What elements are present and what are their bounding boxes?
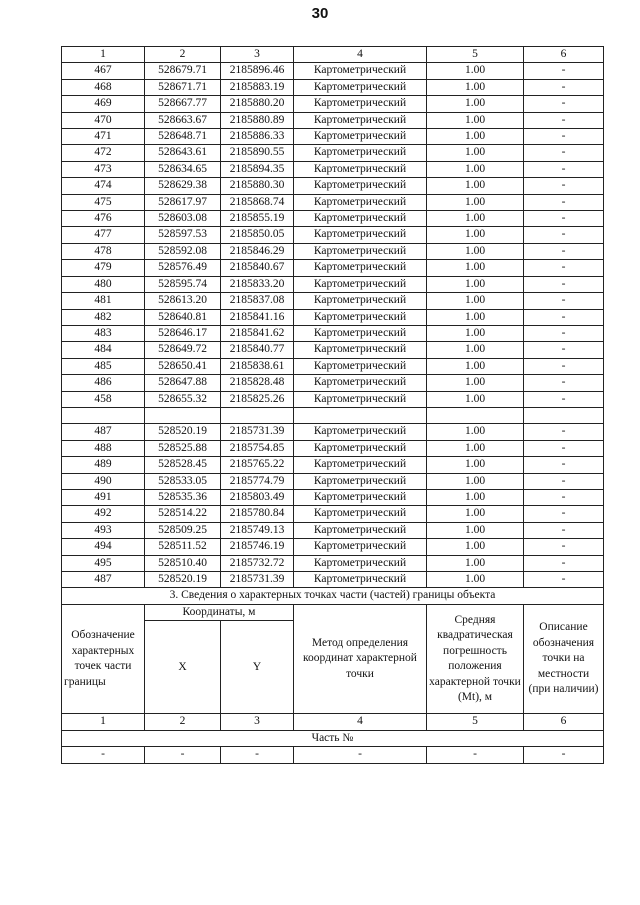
table-row <box>62 309 604 325</box>
table-cell: 528613.20 <box>145 293 221 309</box>
table-cell: Картометрический <box>294 309 427 325</box>
empty-cell <box>294 407 427 423</box>
header-point-designation: Обозначение характерных точек части границы <box>62 604 145 714</box>
header-coordinates: Координаты, м <box>145 604 294 621</box>
table-cell: - <box>524 276 604 292</box>
table-cell: Картометрический <box>294 539 427 555</box>
header-description: Описание обозначения точки на местности (при наличии) <box>524 604 604 714</box>
table-cell: - <box>524 260 604 276</box>
table-cell: 487 <box>62 571 145 587</box>
table-cell: 528646.17 <box>145 325 221 341</box>
page-number: 30 <box>311 5 329 22</box>
table-cell: Картометрический <box>294 276 427 292</box>
table-cell: 482 <box>62 309 145 325</box>
table-cell: 2185765.22 <box>221 457 294 473</box>
table-cell: 528520.19 <box>145 571 221 587</box>
table-cell: Картометрический <box>294 293 427 309</box>
table-cell: 528535.36 <box>145 489 221 505</box>
column-number: 4 <box>294 47 427 63</box>
table-cell: 1.00 <box>427 276 524 292</box>
table-row <box>62 227 604 243</box>
table-cell: - <box>524 309 604 325</box>
table-cell: 2185886.33 <box>221 129 294 145</box>
column-number: 2 <box>145 714 221 730</box>
table-cell: 528595.74 <box>145 276 221 292</box>
table-cell: 1.00 <box>427 309 524 325</box>
table-cell: Картометрический <box>294 112 427 128</box>
table-cell: - <box>524 178 604 194</box>
table-cell: 491 <box>62 489 145 505</box>
table-cell: 1.00 <box>427 293 524 309</box>
table-cell: - <box>524 96 604 112</box>
table-row <box>62 391 604 407</box>
table-cell: Картометрический <box>294 358 427 374</box>
table-cell: 1.00 <box>427 178 524 194</box>
blank-separator-row <box>62 407 604 423</box>
table-row <box>62 161 604 177</box>
table-cell: 2185896.46 <box>221 63 294 79</box>
coordinates-table <box>61 46 604 764</box>
table-row <box>62 63 604 79</box>
table-cell: 485 <box>62 358 145 374</box>
table-cell: - <box>524 457 604 473</box>
header-y: Y <box>221 621 294 714</box>
section-header-row <box>62 604 604 621</box>
table-cell: 474 <box>62 178 145 194</box>
table-cell: 476 <box>62 211 145 227</box>
table-cell: 1.00 <box>427 473 524 489</box>
table-cell: 1.00 <box>427 145 524 161</box>
table-cell: 528520.19 <box>145 424 221 440</box>
table-cell: 495 <box>62 555 145 571</box>
table-cell: 2185749.13 <box>221 522 294 538</box>
table-cell: - <box>524 506 604 522</box>
table-cell: - <box>524 293 604 309</box>
table-cell: 2185731.39 <box>221 571 294 587</box>
table-row <box>62 747 604 763</box>
table-cell: 493 <box>62 522 145 538</box>
table-cell: 2185833.20 <box>221 276 294 292</box>
table-cell: Картометрический <box>294 178 427 194</box>
table-cell: - <box>524 145 604 161</box>
table-row <box>62 522 604 538</box>
table-cell: 528679.71 <box>145 63 221 79</box>
table-cell: 528648.71 <box>145 129 221 145</box>
table-row <box>62 358 604 374</box>
table-cell: 1.00 <box>427 375 524 391</box>
table-cell: 2185803.49 <box>221 489 294 505</box>
table-cell: - <box>294 747 427 763</box>
column-number-row <box>62 714 604 730</box>
table-cell: Картометрический <box>294 243 427 259</box>
table-cell: - <box>62 747 145 763</box>
table-cell: - <box>145 747 221 763</box>
table-cell: 494 <box>62 539 145 555</box>
table-cell: 528576.49 <box>145 260 221 276</box>
table-row <box>62 424 604 440</box>
table-cell: Картометрический <box>294 342 427 358</box>
table-cell: - <box>524 243 604 259</box>
empty-cell <box>62 407 145 423</box>
table-row <box>62 211 604 227</box>
table-cell: 2185828.48 <box>221 375 294 391</box>
table-cell: 481 <box>62 293 145 309</box>
table-cell: 2185838.61 <box>221 358 294 374</box>
table-cell: 1.00 <box>427 424 524 440</box>
column-number: 5 <box>427 714 524 730</box>
table-cell: - <box>524 391 604 407</box>
table-cell: 1.00 <box>427 63 524 79</box>
table-cell: 2185894.35 <box>221 161 294 177</box>
table-row <box>62 539 604 555</box>
column-number: 5 <box>427 47 524 63</box>
table-cell: 528629.38 <box>145 178 221 194</box>
table-cell: 2185841.16 <box>221 309 294 325</box>
table-row <box>62 243 604 259</box>
table-row <box>62 375 604 391</box>
table-cell: 488 <box>62 440 145 456</box>
table-cell: 486 <box>62 375 145 391</box>
table-row <box>62 293 604 309</box>
table-cell: Картометрический <box>294 129 427 145</box>
table-cell: 2185837.08 <box>221 293 294 309</box>
table-row <box>62 129 604 145</box>
table-cell: 483 <box>62 325 145 341</box>
table-cell: 458 <box>62 391 145 407</box>
table-cell: 528597.53 <box>145 227 221 243</box>
table-cell: - <box>524 473 604 489</box>
table-cell: 492 <box>62 506 145 522</box>
table-cell: 490 <box>62 473 145 489</box>
table-cell: - <box>524 194 604 210</box>
table-cell: 468 <box>62 79 145 95</box>
table-row <box>62 96 604 112</box>
table-row <box>62 325 604 341</box>
table-cell: 2185840.67 <box>221 260 294 276</box>
table-cell: Картометрический <box>294 571 427 587</box>
table-cell: 2185841.62 <box>221 325 294 341</box>
table-cell: 1.00 <box>427 325 524 341</box>
table-cell: Картометрический <box>294 457 427 473</box>
table-cell: 2185746.19 <box>221 539 294 555</box>
section-heading-row <box>62 588 604 604</box>
table-cell: 1.00 <box>427 539 524 555</box>
table-row <box>62 506 604 522</box>
table-cell: 528671.71 <box>145 79 221 95</box>
table-cell: 1.00 <box>427 571 524 587</box>
table-cell: - <box>524 227 604 243</box>
table-cell: 528640.81 <box>145 309 221 325</box>
table-cell: 1.00 <box>427 194 524 210</box>
table-cell: 1.00 <box>427 260 524 276</box>
table-cell: 1.00 <box>427 227 524 243</box>
table-row <box>62 112 604 128</box>
table-cell: Картометрический <box>294 194 427 210</box>
table-cell: 1.00 <box>427 79 524 95</box>
column-number: 2 <box>145 47 221 63</box>
table-cell: Картометрический <box>294 440 427 456</box>
table-cell: Картометрический <box>294 227 427 243</box>
table-cell: 528643.61 <box>145 145 221 161</box>
table-cell: 528655.32 <box>145 391 221 407</box>
table-cell: - <box>524 747 604 763</box>
table-cell: 477 <box>62 227 145 243</box>
table-cell: 528603.08 <box>145 211 221 227</box>
table-cell: 489 <box>62 457 145 473</box>
table-cell: 1.00 <box>427 440 524 456</box>
column-number: 4 <box>294 714 427 730</box>
table-cell: 528592.08 <box>145 243 221 259</box>
table-cell: Картометрический <box>294 145 427 161</box>
table-cell: 1.00 <box>427 211 524 227</box>
table-cell: 2185883.19 <box>221 79 294 95</box>
table-cell: 528525.88 <box>145 440 221 456</box>
table-cell: 2185731.39 <box>221 424 294 440</box>
table-cell: 473 <box>62 161 145 177</box>
table-cell: 472 <box>62 145 145 161</box>
table-cell: 528663.67 <box>145 112 221 128</box>
table-cell: 2185732.72 <box>221 555 294 571</box>
table-cell: Картометрический <box>294 522 427 538</box>
table-row <box>62 194 604 210</box>
table-cell: - <box>524 325 604 341</box>
table-cell: 2185855.19 <box>221 211 294 227</box>
header-method: Метод определения координат характерной точки <box>294 604 427 714</box>
table-cell: Картометрический <box>294 211 427 227</box>
header-error: Средняя квадратическая погрешность положения характерной точки (Mt), м <box>427 604 524 714</box>
table-cell: 475 <box>62 194 145 210</box>
header-x: X <box>145 621 221 714</box>
table-cell: Картометрический <box>294 161 427 177</box>
table-cell: - <box>221 747 294 763</box>
part-label-row <box>62 730 604 746</box>
table-cell: Картометрический <box>294 79 427 95</box>
table-cell: 480 <box>62 276 145 292</box>
table-cell: 528533.05 <box>145 473 221 489</box>
table-row <box>62 260 604 276</box>
table-cell: 469 <box>62 96 145 112</box>
table-cell: 1.00 <box>427 96 524 112</box>
table-row <box>62 276 604 292</box>
table-cell: Картометрический <box>294 375 427 391</box>
table-cell: 528514.22 <box>145 506 221 522</box>
part-label: Часть № <box>62 730 604 746</box>
table-cell: 1.00 <box>427 506 524 522</box>
table-cell: Картометрический <box>294 506 427 522</box>
table-cell: - <box>427 747 524 763</box>
table-cell: - <box>524 555 604 571</box>
table-cell: Картометрический <box>294 424 427 440</box>
table-cell: Картометрический <box>294 555 427 571</box>
table-cell: 528510.40 <box>145 555 221 571</box>
empty-cell <box>524 407 604 423</box>
table-cell: 2185850.05 <box>221 227 294 243</box>
table-cell: 528634.65 <box>145 161 221 177</box>
table-cell: 2185840.77 <box>221 342 294 358</box>
empty-cell <box>221 407 294 423</box>
table-cell: Картометрический <box>294 489 427 505</box>
table-cell: - <box>524 440 604 456</box>
table-cell: 528511.52 <box>145 539 221 555</box>
table-cell: - <box>524 539 604 555</box>
table-cell: 2185880.30 <box>221 178 294 194</box>
table-cell: 2185780.84 <box>221 506 294 522</box>
table-cell: - <box>524 79 604 95</box>
table-cell: 484 <box>62 342 145 358</box>
table-cell: - <box>524 63 604 79</box>
table-cell: - <box>524 424 604 440</box>
table-cell: 528649.72 <box>145 342 221 358</box>
column-number: 1 <box>62 714 145 730</box>
table-cell: Картометрический <box>294 260 427 276</box>
table-cell: 487 <box>62 424 145 440</box>
table-cell: - <box>524 489 604 505</box>
table-cell: 1.00 <box>427 555 524 571</box>
table-cell: Картометрический <box>294 325 427 341</box>
table-cell: 2185868.74 <box>221 194 294 210</box>
table-cell: 2185846.29 <box>221 243 294 259</box>
column-number: 3 <box>221 714 294 730</box>
table-cell: 2185774.79 <box>221 473 294 489</box>
table-cell: 1.00 <box>427 391 524 407</box>
table-cell: 528528.45 <box>145 457 221 473</box>
table-cell: 1.00 <box>427 342 524 358</box>
table-cell: 1.00 <box>427 522 524 538</box>
table-cell: 1.00 <box>427 129 524 145</box>
column-number-row <box>62 47 604 63</box>
table-cell: 2185754.85 <box>221 440 294 456</box>
table-cell: - <box>524 161 604 177</box>
table-row <box>62 457 604 473</box>
table-cell: 528509.25 <box>145 522 221 538</box>
empty-cell <box>427 407 524 423</box>
table-cell: Картометрический <box>294 473 427 489</box>
table-cell: 479 <box>62 260 145 276</box>
table-cell: - <box>524 358 604 374</box>
table-row <box>62 178 604 194</box>
column-number: 3 <box>221 47 294 63</box>
table-cell: - <box>524 522 604 538</box>
table-cell: 1.00 <box>427 457 524 473</box>
table-row <box>62 342 604 358</box>
table-row <box>62 473 604 489</box>
table-row <box>62 79 604 95</box>
table-cell: 467 <box>62 63 145 79</box>
table-row <box>62 440 604 456</box>
table-row <box>62 145 604 161</box>
table-cell: 528650.41 <box>145 358 221 374</box>
table-cell: 1.00 <box>427 489 524 505</box>
table-cell: - <box>524 112 604 128</box>
column-number: 6 <box>524 714 604 730</box>
table-cell: - <box>524 571 604 587</box>
table-cell: 1.00 <box>427 112 524 128</box>
section-title: 3. Сведения о характерных точках части (частей) границы объекта <box>62 588 604 604</box>
table-cell: 2185890.55 <box>221 145 294 161</box>
column-number: 1 <box>62 47 145 63</box>
table-row <box>62 489 604 505</box>
table-cell: 1.00 <box>427 358 524 374</box>
table-cell: 528667.77 <box>145 96 221 112</box>
table-cell: Картометрический <box>294 63 427 79</box>
table-cell: - <box>524 375 604 391</box>
table-cell: 470 <box>62 112 145 128</box>
table-cell: 1.00 <box>427 161 524 177</box>
column-number: 6 <box>524 47 604 63</box>
table-cell: 528647.88 <box>145 375 221 391</box>
table-cell: 2185880.89 <box>221 112 294 128</box>
table-cell: - <box>524 129 604 145</box>
table-cell: 471 <box>62 129 145 145</box>
table-cell: 2185825.26 <box>221 391 294 407</box>
table-cell: 1.00 <box>427 243 524 259</box>
table-cell: 528617.97 <box>145 194 221 210</box>
table-cell: 2185880.20 <box>221 96 294 112</box>
table-row <box>62 555 604 571</box>
table-cell: 478 <box>62 243 145 259</box>
table-cell: - <box>524 342 604 358</box>
empty-cell <box>145 407 221 423</box>
table-cell: Картометрический <box>294 391 427 407</box>
table-cell: Картометрический <box>294 96 427 112</box>
table-row <box>62 571 604 587</box>
table-cell: - <box>524 211 604 227</box>
